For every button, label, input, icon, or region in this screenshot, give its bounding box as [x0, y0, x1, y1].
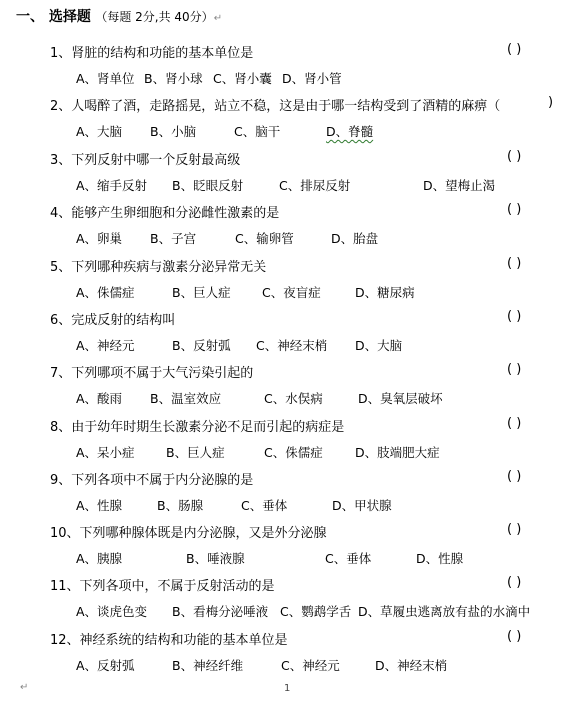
option-b: B、看梅分泌唾液 — [172, 604, 269, 619]
page-number: 1 — [284, 683, 291, 694]
answer-paren: ) — [548, 95, 554, 110]
question-stem: 1、肾脏的结构和功能的基本单位是 — [50, 46, 254, 61]
option-a: A、酸雨 — [76, 391, 123, 406]
answer-paren: ( ) — [507, 309, 522, 324]
option-c: C、输卵管 — [235, 231, 294, 246]
option-a: A、卵巢 — [76, 231, 123, 246]
option-b: B、唾液腺 — [186, 551, 245, 566]
answer-paren: ( ) — [507, 42, 522, 57]
option-d: D、肾小管 — [282, 71, 342, 86]
option-a: A、胰腺 — [76, 551, 123, 566]
option-d: D、甲状腺 — [332, 498, 392, 513]
option-c: C、垂体 — [325, 551, 372, 566]
option-c: C、神经元 — [281, 658, 340, 673]
option-d: D、胎盘 — [331, 231, 379, 246]
answer-paren: ( ) — [507, 575, 522, 590]
option-b: B、神经纤维 — [172, 658, 244, 673]
question-stem: 2、人喝醉了酒，走路摇晃，站立不稳，这是由于哪一结构受到了酒精的麻痹（ — [50, 99, 501, 114]
option-a: A、缩手反射 — [76, 178, 148, 193]
option-c: C、鹦鹉学舌 — [280, 604, 352, 619]
option-c: C、排尿反射 — [279, 178, 351, 193]
option-c: C、肾小囊 — [213, 71, 272, 86]
option-c: C、水俣病 — [264, 391, 323, 406]
question-stem: 3、下列反射中哪一个反射最高级 — [50, 153, 241, 168]
section-title: 一、 选择题 — [16, 9, 91, 25]
option-b: B、子宫 — [150, 231, 197, 246]
answer-paren: ( ) — [507, 149, 522, 164]
option-d: D、草履虫逃离放有盐的水滴中 — [358, 604, 531, 619]
question-stem: 10、下列哪种腺体既是内分泌腺，又是外分泌腺 — [50, 526, 327, 541]
answer-paren: ( ) — [507, 256, 522, 271]
option-a: A、肾单位 — [76, 71, 135, 86]
question-stem: 11、下列各项中，不属于反射活动的是 — [50, 579, 275, 594]
section-heading — [16, 6, 222, 26]
question-stem: 6、完成反射的结构叫 — [50, 313, 176, 328]
option-d: D、性腺 — [416, 551, 464, 566]
option-d: D、糖尿病 — [355, 285, 415, 300]
option-d: D、神经末梢 — [375, 658, 448, 673]
option-b: B、巨人症 — [166, 445, 225, 460]
option-b: B、小脑 — [150, 124, 197, 139]
answer-paren: ( ) — [507, 416, 522, 431]
question-stem: 7、下列哪项不属于大气污染引起的 — [50, 366, 254, 381]
question-stem: 9、下列各项中不属于内分泌腺的是 — [50, 473, 254, 488]
option-d: D、肢端肥大症 — [355, 445, 440, 460]
answer-paren: ( ) — [507, 629, 522, 644]
option-d: D、臭氧层破坏 — [358, 391, 443, 406]
option-c: C、侏儒症 — [264, 445, 323, 460]
option-c: C、垂体 — [241, 498, 288, 513]
option-b: B、肾小球 — [144, 71, 203, 86]
option-a: A、大脑 — [76, 124, 123, 139]
option-b: B、反射弧 — [172, 338, 231, 353]
answer-paren: ( ) — [507, 362, 522, 377]
paragraph-mark-icon: ↵ — [213, 13, 223, 24]
answer-paren: ( ) — [507, 202, 522, 217]
question-stem: 4、能够产生卵细胞和分泌雌性激素的是 — [50, 206, 280, 221]
answer-paren: ( ) — [507, 522, 522, 537]
option-b: B、肠腺 — [157, 498, 204, 513]
option-a: A、神经元 — [76, 338, 135, 353]
option-b: B、眨眼反射 — [172, 178, 244, 193]
option-c: C、神经末梢 — [256, 338, 328, 353]
question-stem: 5、下列哪种疾病与激素分泌异常无关 — [50, 260, 267, 275]
option-a: A、性腺 — [76, 498, 123, 513]
option-d: D、望梅止渴 — [423, 178, 496, 193]
option-a: A、谈虎色变 — [76, 604, 148, 619]
option-b: B、温室效应 — [150, 391, 222, 406]
section-note: （每题 2分,共 40分） — [95, 10, 214, 24]
option-a: A、侏儒症 — [76, 285, 135, 300]
paragraph-mark-icon: ↵ — [20, 682, 29, 693]
option-b: B、巨人症 — [172, 285, 231, 300]
option-d: D、大脑 — [355, 338, 403, 353]
option-d: D、脊髓 — [326, 124, 374, 139]
option-c: C、夜盲症 — [262, 285, 321, 300]
question-stem: 12、神经系统的结构和功能的基本单位是 — [50, 633, 288, 648]
answer-paren: ( ) — [507, 469, 522, 484]
option-a: A、反射弧 — [76, 658, 135, 673]
option-c: C、脑干 — [234, 124, 281, 139]
question-stem: 8、由于幼年时期生长激素分泌不足而引起的病症是 — [50, 420, 345, 435]
option-a: A、呆小症 — [76, 445, 135, 460]
